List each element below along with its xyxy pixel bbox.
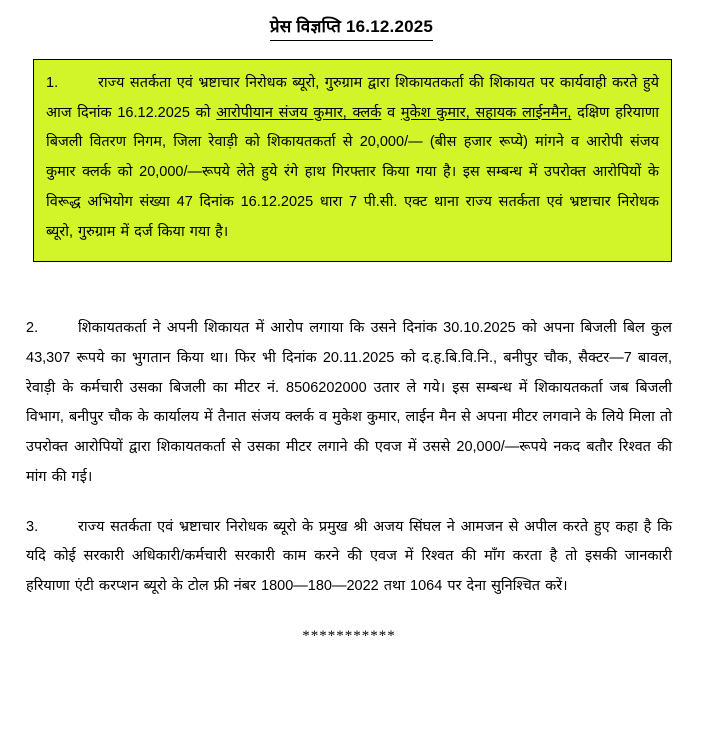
paragraph-1-segment-3: दक्षिण हरियाणा बिजली वितरण निगम, जिला रेवाड़ी को शिकायतकर्ता से 20,000/— (बीस हजार रूप्ये) मांगने व आरोपी संजय कुमार क्लर्क को 20,000/—रूपये लेते हुये रंगे हाथ गिरफ्तार किया गया है। इस सम्बन्ध में उपरोक्त आरोपियों के विरूद्ध अभियोग संख्या 47 दिनांक 16.12.2025 धारा 7 पी.सी. एक्ट थाना राज्य सतर्कता एवं भ्रष्टाचार निरोधक ब्यूरो, गुरुग्राम में दर्ज किया गया है।	[46, 104, 659, 240]
paragraph-3	[26, 513, 672, 602]
paragraph-2-text: शिकायतकर्ता ने अपनी शिकायत में आरोप लगाया कि उसने दिनांक 30.10.2025 को अपना बिजली बिल कुल 43,307 रूपये का भुगतान किया था। फिर भी दिनांक 20.11.2025 को द.ह.बि.वि.नि., बनीपुर चौक, सैक्टर—7 बावल, रेवाड़ी के कर्मचारी उसका बिजली का मीटर नं. 8506202000 उतार ले गये। इस सम्बन्ध में शिकायतकर्ता जब बिजली विभाग, बनीपुर चौक के कार्यालय में तैनात संजय क्लर्क व मुकेश कुमार, लाईन मैन से अपना मीटर लगवाने के लिये मिला तो उपरोक्त आरोपियों द्वारा शिकायतकर्ता से उसका मीटर लगाने की एवज में उससे 20,000/—रूपये नकद बतौर रिश्वत की मांग की गई।	[26, 320, 672, 485]
highlighted-paragraph-box	[33, 59, 672, 262]
paragraph-2	[26, 314, 672, 492]
paragraph-2-number: 2.	[26, 320, 39, 337]
body-area	[26, 314, 672, 644]
paragraph-1-segment-2: व	[381, 104, 401, 121]
page-title: प्रेस विज्ञप्ति 16.12.2025	[270, 16, 433, 41]
paragraph-1	[46, 69, 659, 247]
paragraph-1-segment-1: राज्य सतर्कता एवं भ्रष्टाचार निरोधक ब्यूरो, गुरुग्राम द्वारा शिकायतकर्ता की शिकायत पर कार्यवाही करते हुये आज दिनांक 16.12.2025 को	[46, 74, 659, 121]
paragraph-1-underline-accused-2: मुकेश कुमार, सहायक लाईनमैन,	[400, 104, 572, 121]
title-row	[0, 0, 703, 51]
paragraph-1-number: 1.	[46, 74, 59, 91]
footer-asterisks: ***********	[302, 627, 396, 644]
paragraph-1-underline-accused-1: आरोपीयान संजय कुमार, क्लर्क	[216, 104, 382, 121]
paragraph-3-number: 3.	[26, 518, 39, 535]
paragraph-3-text: राज्य सतर्कता एवं भ्रष्टाचार निरोधक ब्यूरो के प्रमुख श्री अजय सिंघल ने आमजन से अपील करते हुए कहा है कि यदि कोई सरकारी अधिकारी/कर्मचारी सरकारी काम करने की एवज में रिश्वत की माँग करता है तो इसकी जानकारी हरियाणा एंटी करप्शन ब्यूरो के टोल फ्री नंबर 1800—180—2022 तथा 1064 पर देना सुनिश्चित करें।	[26, 518, 672, 594]
